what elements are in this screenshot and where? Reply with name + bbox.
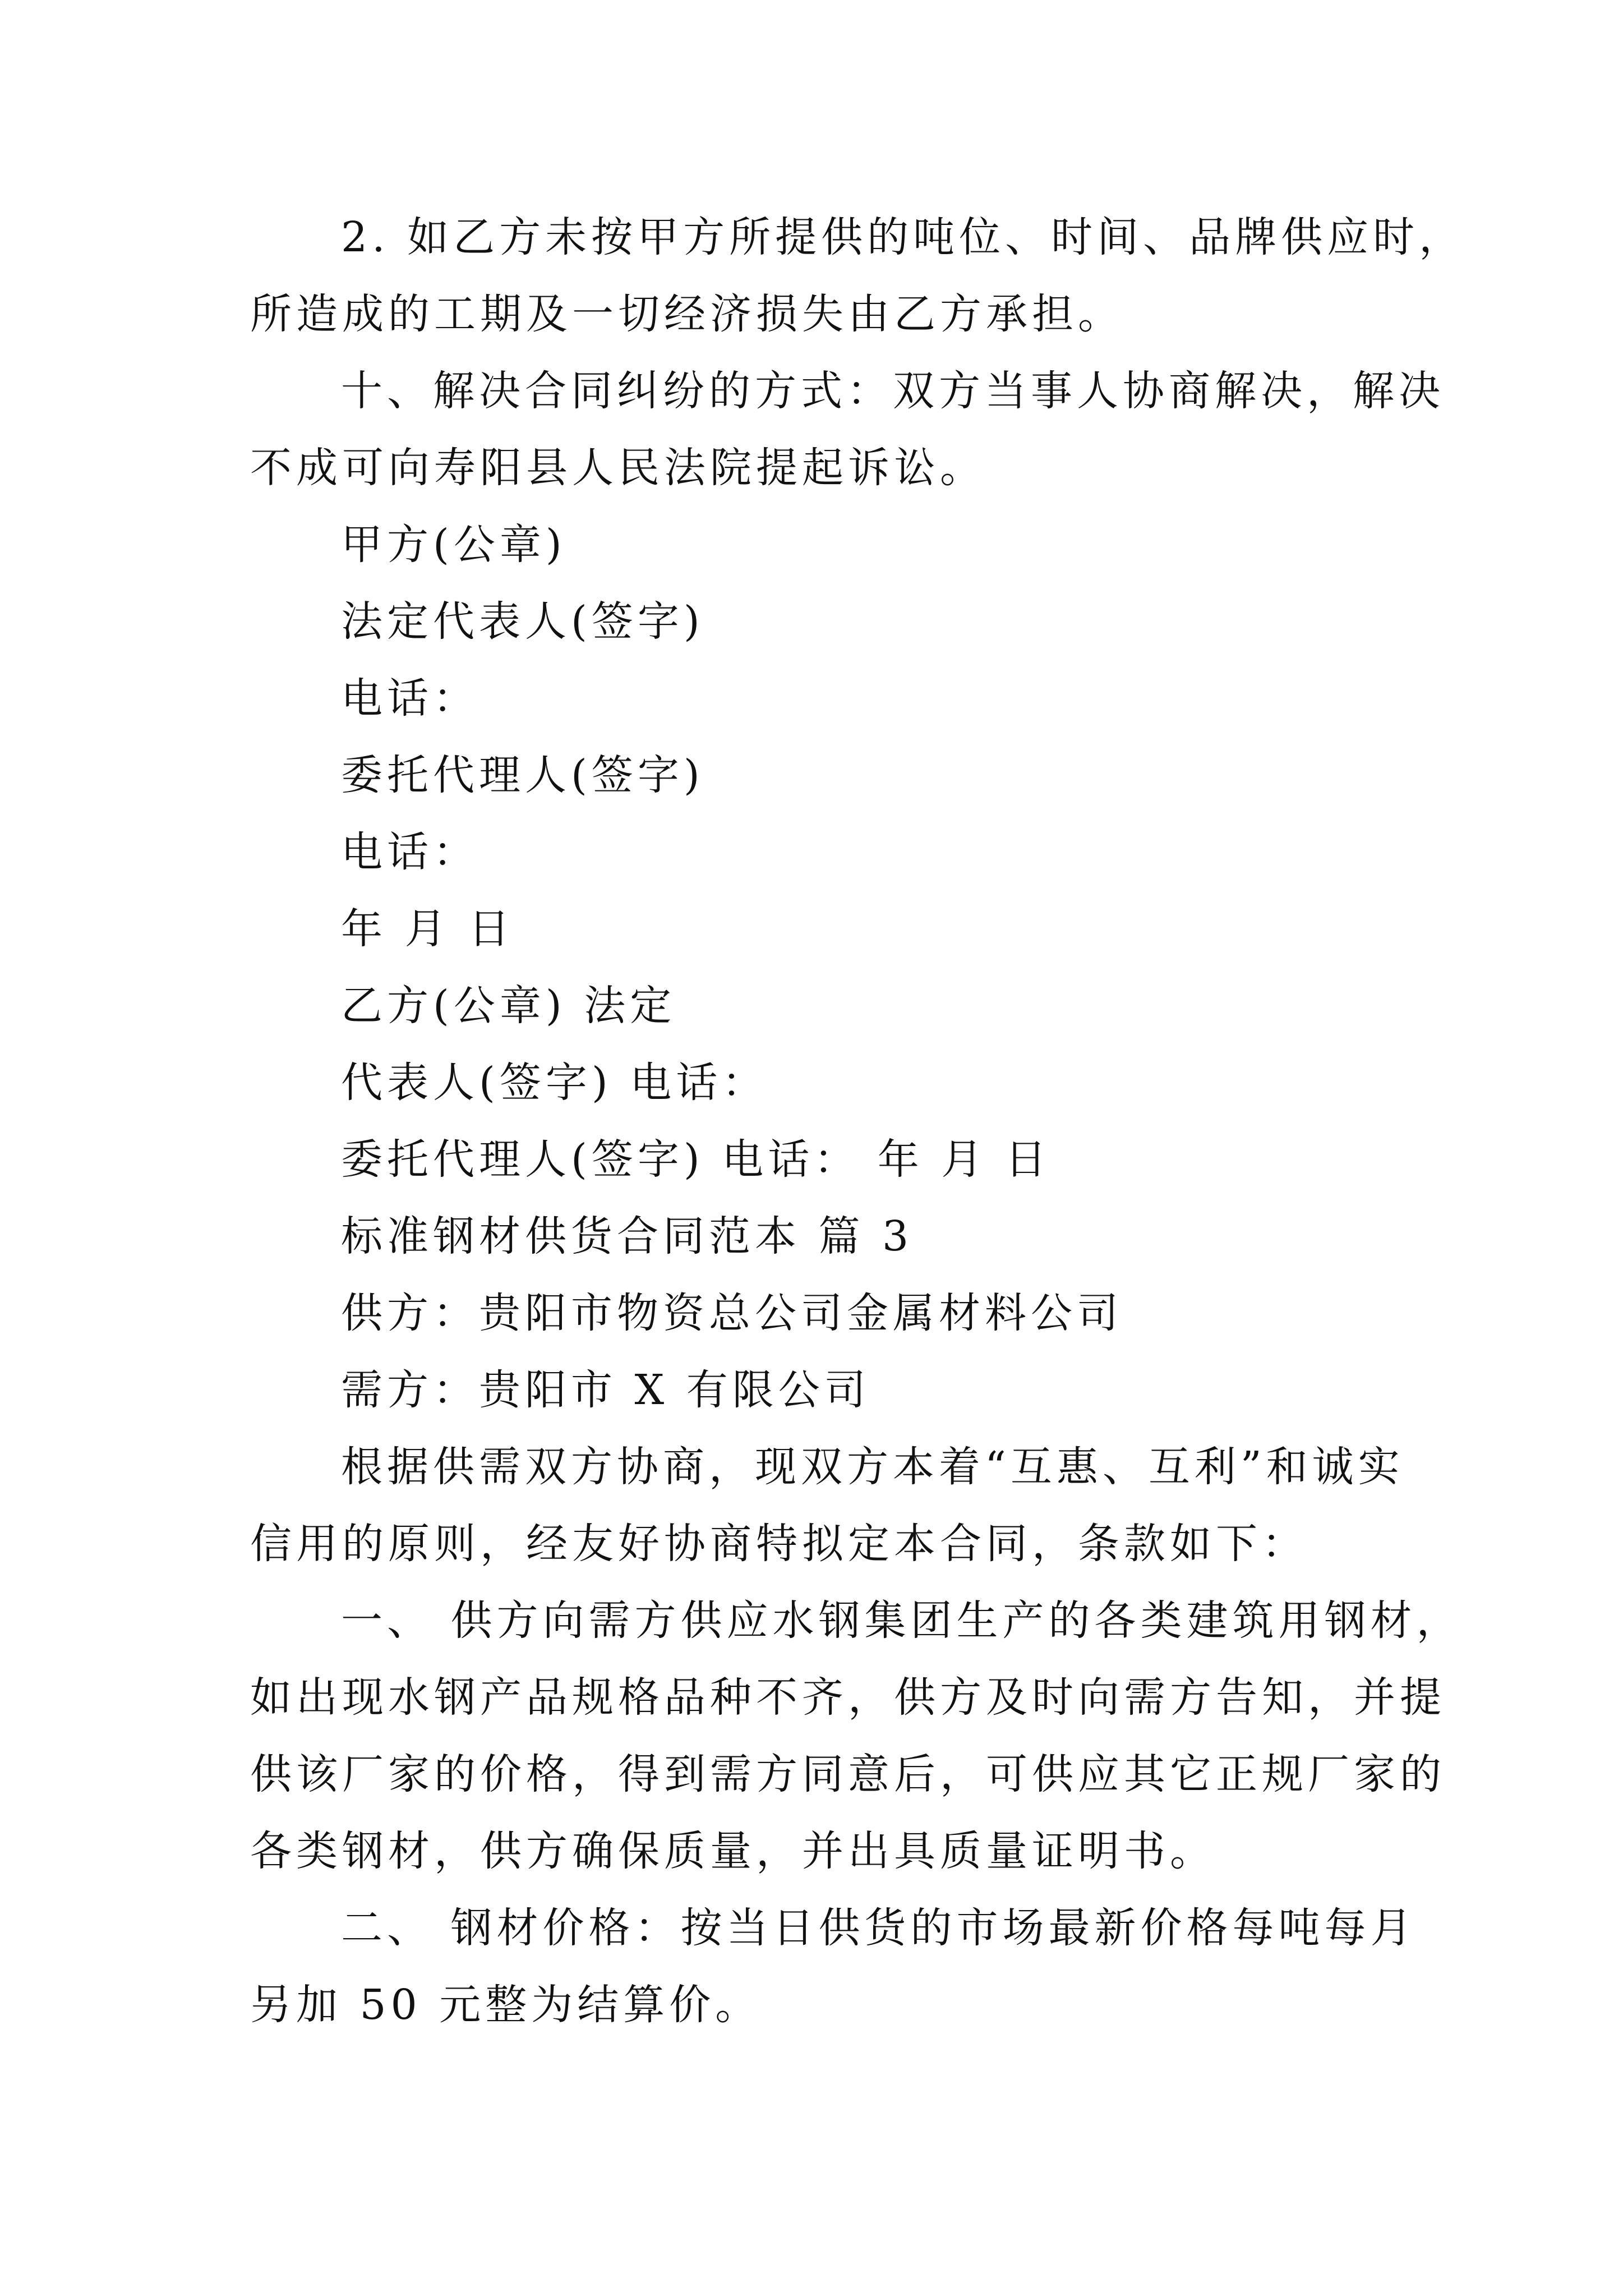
text-line: 供方：贵阳市物资总公司金属材料公司 — [341, 1289, 1123, 1337]
text-line: 二、 钢材价格：按当日供货的市场最新价格每吨每月 — [341, 1904, 1417, 1952]
text-line: 不成可向寿阳县人民法院提起诉讼。 — [250, 444, 986, 492]
text-line: 电话： — [341, 828, 479, 876]
text-line: 年 月 日 — [341, 905, 515, 953]
text-line: 十、解决合同纠纷的方式：双方当事人协商解决，解决 — [341, 367, 1445, 415]
text-line: 根据供需双方协商，现双方本着“互惠、互利”和诚实 — [341, 1443, 1404, 1491]
text-line: 甲方(公章) — [341, 521, 566, 569]
text-line: 代表人(签字) 电话： — [341, 1059, 768, 1107]
text-line: 供该厂家的价格，得到需方同意后，可供应其它正规厂家的 — [250, 1750, 1446, 1798]
text-line: 法定代表人(签字) — [341, 597, 704, 646]
text-line: 所造成的工期及一切经济损失由乙方承担。 — [250, 290, 1124, 338]
text-line: 电话： — [341, 674, 479, 723]
text-line: 乙方(公章) 法定 — [341, 982, 676, 1030]
text-line: 另加 50 元整为结算价。 — [250, 1981, 762, 2029]
section-title: 标准钢材供货合同范本 篇 3 — [341, 1212, 914, 1260]
text-line: 委托代理人(签字) — [341, 751, 704, 799]
text-line: 如出现水钢产品规格品种不齐，供方及时向需方告知，并提 — [250, 1673, 1446, 1722]
text-line: 2. 如乙方未按甲方所提供的吨位、时间、品牌供应时， — [341, 213, 1465, 261]
text-line: 各类钢材，供方确保质量，并出具质量证明书。 — [250, 1827, 1216, 1875]
text-line: 委托代理人(签字) 电话： 年 月 日 — [341, 1135, 1051, 1184]
text-line: 一、 供方向需方供应水钢集团生产的各类建筑用钢材， — [341, 1596, 1463, 1645]
text-line: 信用的原则，经友好协商特拟定本合同，条款如下： — [250, 1520, 1308, 1568]
text-line: 需方：贵阳市 X 有限公司 — [341, 1366, 870, 1414]
